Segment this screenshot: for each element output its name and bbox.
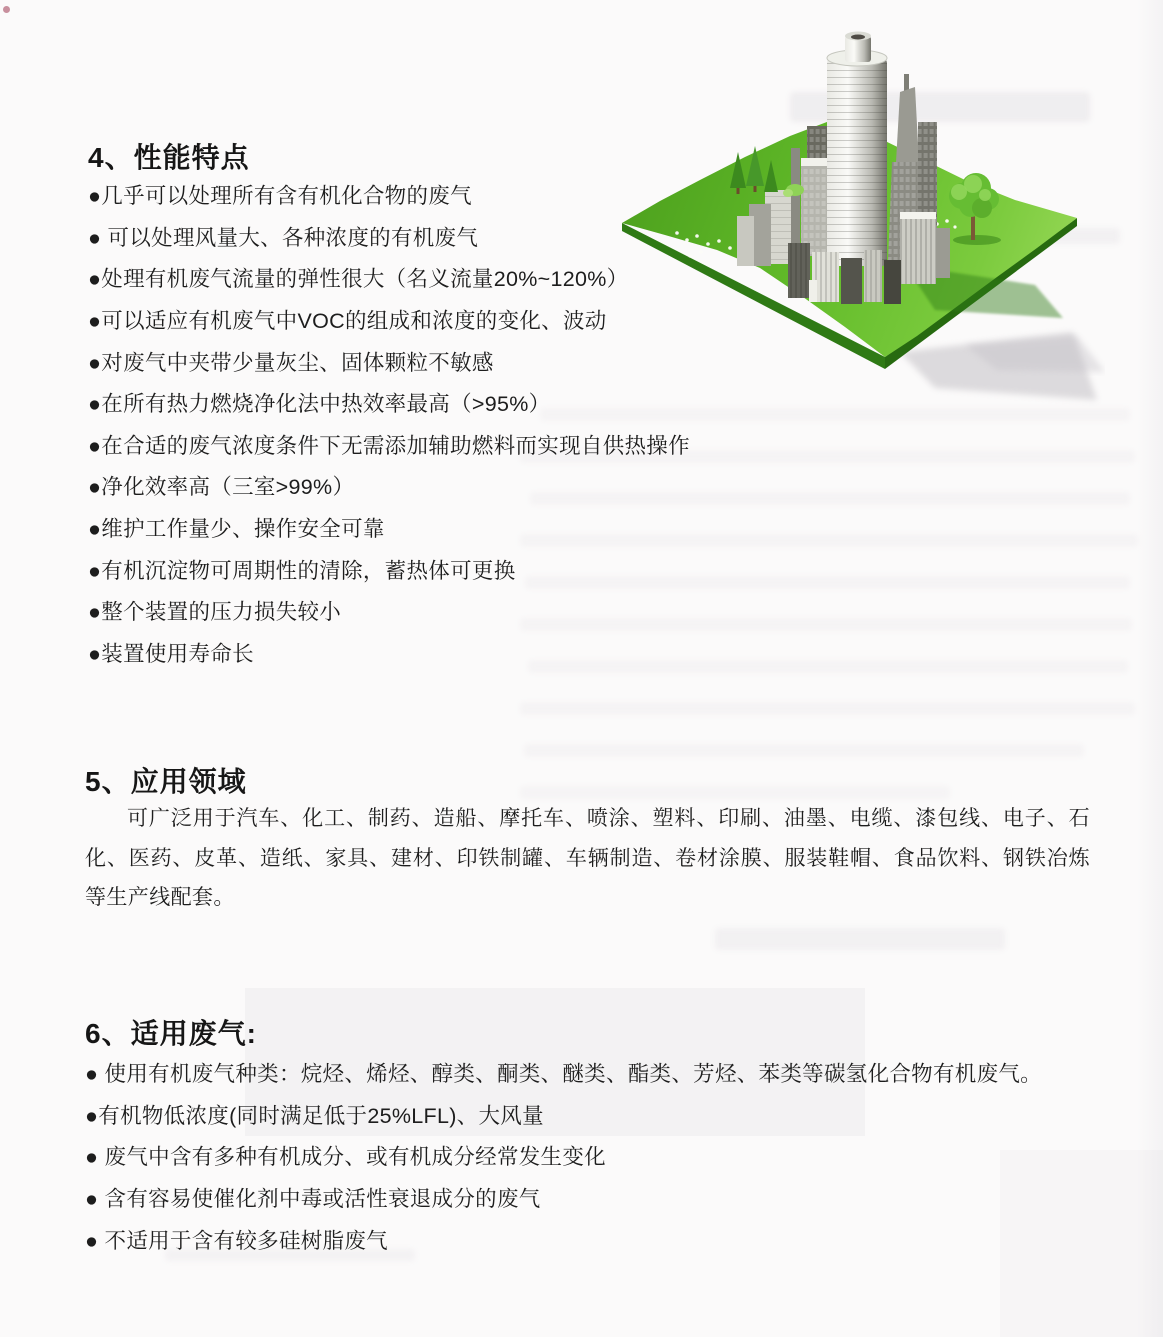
- gas-item: ●有机物低浓度(同时满足低于25%LFL)、大风量: [85, 1103, 544, 1128]
- feature-item: ●净化效率高（三室>99%）: [88, 475, 355, 500]
- application-fields-paragraph: 可广泛用于汽车、化工、制药、造船、摩托车、喷涂、塑料、印刷、油墨、电缆、漆包线、电子、石化、医药、皮革、造纸、家具、建材、印铁制罐、车辆制造、卷材涂膜、服装鞋帽、食品饮料、钢铁冶炼等生产线配套。: [85, 807, 1090, 909]
- feature-item: ●处理有机废气流量的弹性很大（名义流量20%~120%）: [88, 267, 629, 292]
- gas-item: ● 含有容易使催化剂中毒或活性衰退成分的废气: [85, 1187, 541, 1212]
- feature-item: ●在所有热力燃烧净化法中热效率最高（>95%）: [88, 392, 551, 417]
- applicable-waste-gas-list: [85, 1052, 1042, 1260]
- feature-item: ●整个装置的压力损失较小: [88, 600, 342, 625]
- gas-item: ● 使用有机废气种类：烷烃、烯烃、醇类、酮类、醚类、酯类、芳烃、苯类等碳氢化合物有机废气。: [85, 1062, 1042, 1087]
- feature-item: ●可以适应有机废气中VOC的组成和浓度的变化、波动: [88, 309, 607, 334]
- gas-item: ● 废气中含有多种有机成分、或有机成分经常发生变化: [85, 1145, 606, 1170]
- performance-features-list: [88, 174, 690, 673]
- feature-item: ●几乎可以处理所有含有机化合物的废气: [88, 184, 472, 209]
- feature-item: ●装置使用寿命长: [88, 641, 254, 666]
- section-heading-application-fields: 5、应用领域: [85, 766, 247, 797]
- feature-item: ●对废气中夹带少量灰尘、固体颗粒不敏感: [88, 350, 494, 375]
- feature-item: ●在合适的废气浓度条件下无需添加辅助燃料而实现自供热操作: [88, 433, 690, 458]
- section-heading-performance-features: 4、性能特点: [88, 142, 250, 173]
- feature-item: ● 可以处理风量大、各种浓度的有机废气: [88, 225, 479, 250]
- feature-item: ●维护工作量少、操作安全可靠: [88, 517, 385, 542]
- feature-item: ●有机沉淀物可周期性的清除，蓄热体可更换: [88, 558, 516, 583]
- section-heading-applicable-waste-gas: 6、适用废气:: [85, 1018, 257, 1049]
- gas-item: ● 不适用于含有较多硅树脂废气: [85, 1228, 388, 1253]
